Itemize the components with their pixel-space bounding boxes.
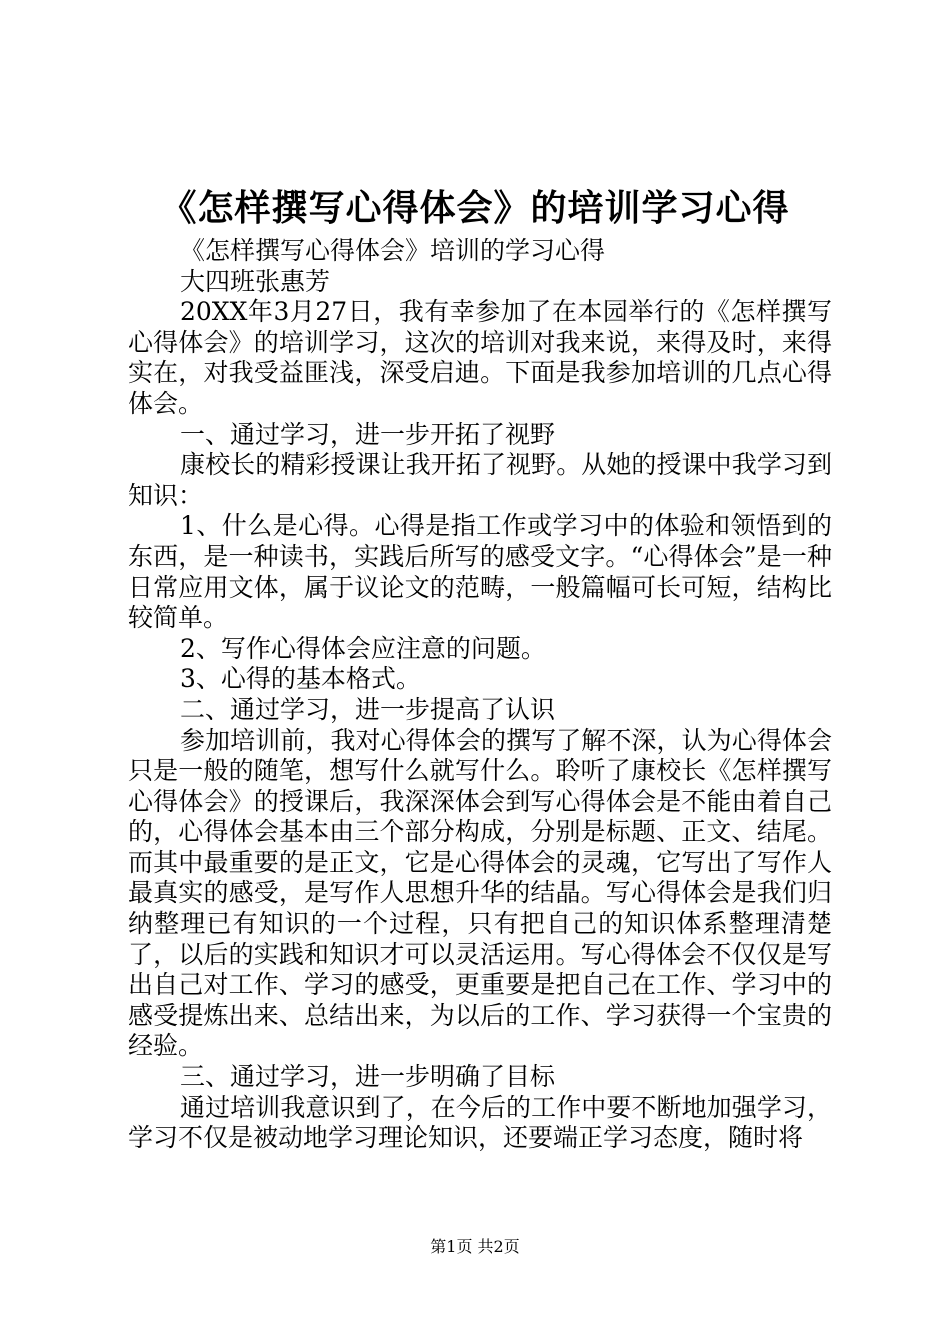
paragraph: 康校长的精彩授课让我开拓了视野。从她的授课中我学习到知识： <box>128 450 832 510</box>
paragraph-subtitle: 《怎样撰写心得体会》培训的学习心得 <box>180 236 606 265</box>
page-number-footer: 第1页 共2页 <box>430 1237 520 1256</box>
document-body <box>128 236 832 1154</box>
list-item: 2、写作心得体会应注意的问题。 <box>180 633 546 663</box>
paragraph: 参加培训前，我对心得体会的撰写了解不深，认为心得体会只是一般的随笔，想写什么就写什么。聆听了康校长《怎样撰写心得体会》的授课后，我深深体会到写心得体会是不能由着自己的，心得体会基本由三个部分构成，分别是标题、正文、结尾。而其中最重要的是正文，它是心得体会的灵魂，它写出了写作人最真实的感受，是写作人思想升华的结晶。写心得体会是我们归纳整理已有知识的一个过程，只有把自己的知识体系整理清楚了，以后的实践和知识才可以灵活运用。写心得体会不仅仅是写出自己对工作、学习的感受，更重要是把自己在工作、学习中的感受提炼出来、总结出来，为以后的工作、学习获得一个宝贵的经验。 <box>128 725 832 1061</box>
paragraph-author: 大四班张惠芳 <box>180 266 331 296</box>
document-title: 《怎样撰写心得体会》的培训学习心得 <box>160 187 790 229</box>
paragraph-intro: 20XX年3月27日，我有幸参加了在本园举行的《怎样撰写心得体会》的培训学习，这次的培训对我来说，来得及时，来得实在，对我受益匪浅，深受启迪。下面是我参加培训的几点心得体会。 <box>128 297 832 418</box>
paragraph: 通过培训我意识到了，在今后的工作中要不断地加强学习，学习不仅是被动地学习理论知识，还要端正学习态度，随时将 <box>128 1092 832 1153</box>
list-item: 3、心得的基本格式。 <box>180 664 421 694</box>
section-heading-3: 三、通过学习，进一步明确了目标 <box>180 1062 556 1092</box>
list-item: 1、什么是心得。心得是指工作或学习中的体验和领悟到的东西，是一种读书，实践后所写的感受文字。“心得体会”是一种日常应用文体，属于议论文的范畴，一般篇幅可长可短，结构比较简单。 <box>128 511 832 633</box>
section-heading-1: 一、通过学习，进一步开拓了视野 <box>180 419 556 449</box>
section-heading-2: 二、通过学习，进一步提高了认识 <box>180 694 556 724</box>
